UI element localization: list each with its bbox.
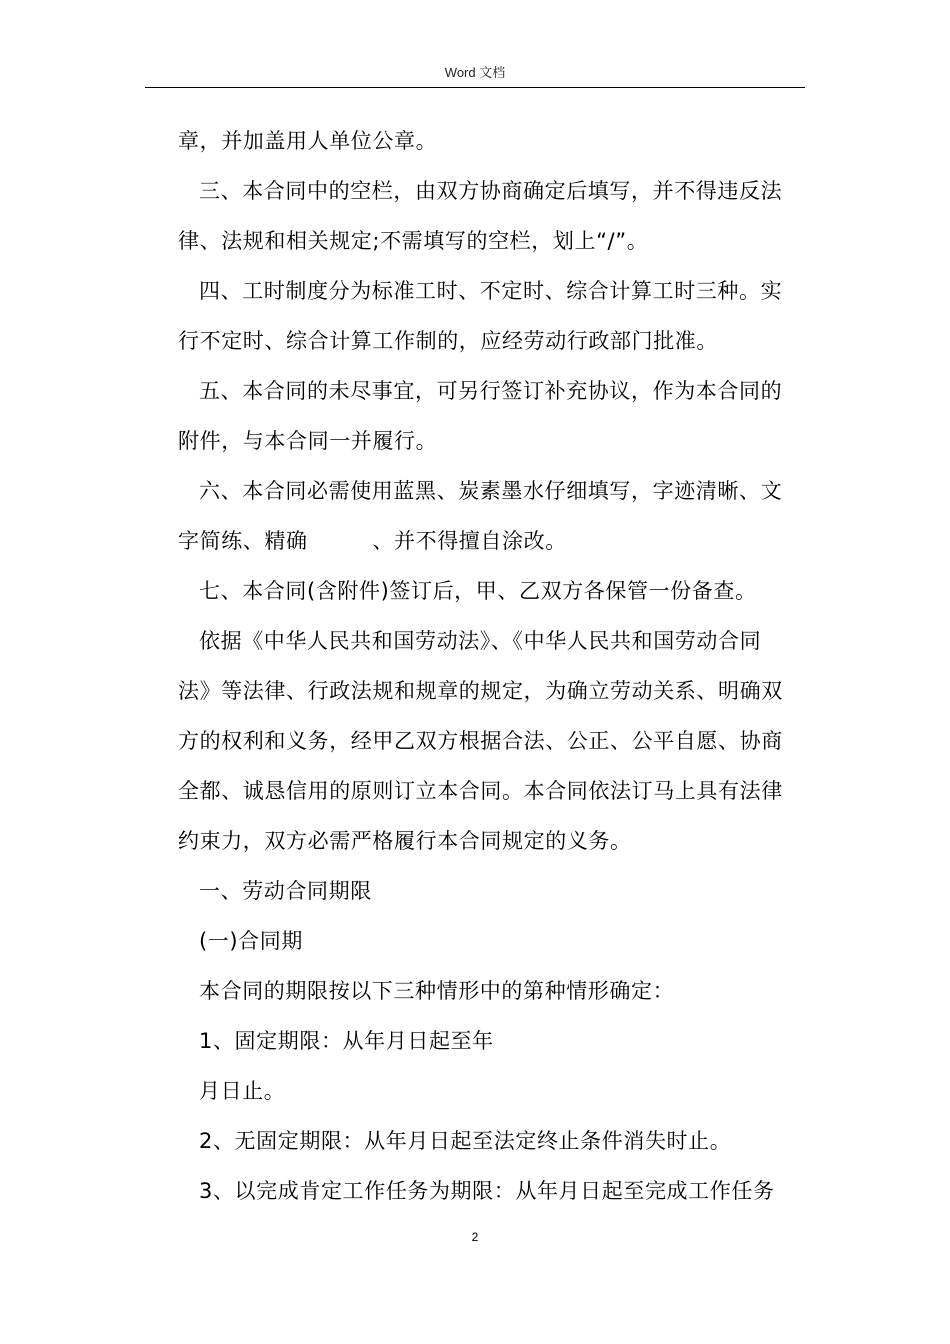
text-line: 字简练、精确 、并不得擅自涂改。 bbox=[178, 529, 567, 553]
text-line: 六、本合同必需使用蓝黑、炭素墨水仔细填写，字迹清晰、文 bbox=[199, 479, 783, 503]
text-line: 1、固定期限：从年月日起至年 bbox=[199, 1029, 494, 1053]
text-line: 五、本合同的未尽事宜，可另行签订补充协议，作为本合同的 bbox=[199, 379, 783, 403]
text-line: 附件，与本合同一并履行。 bbox=[178, 429, 438, 453]
page-header: Word 文档 bbox=[444, 65, 506, 80]
text-line: 三、本合同中的空栏，由双方协商确定后填写，并不得违反法 bbox=[199, 179, 783, 203]
text-line: 律、法规和相关规定;不需填写的空栏，划上“/”。 bbox=[178, 229, 649, 253]
text-line: 四、工时制度分为标准工时、不定时、综合计算工时三种。实 bbox=[199, 279, 783, 303]
text-line: 2、无固定期限：从年月日起至法定终止条件消失时止。 bbox=[199, 1129, 732, 1153]
section-heading: 一、劳动合同期限 bbox=[199, 879, 372, 903]
text-line: 全都、诚恳信用的原则订立本合同。本合同依法订马上具有法律 bbox=[178, 779, 783, 803]
page-number: 2 bbox=[471, 1230, 479, 1244]
text-line: 月日止。 bbox=[199, 1079, 286, 1103]
text-line: 依据《中华人民共和国劳动法》、《中华人民共和国劳动合同 bbox=[199, 629, 762, 653]
header-divider bbox=[145, 87, 805, 88]
text-line: 行不定时、综合计算工作制的，应经劳动行政部门批准。 bbox=[178, 329, 718, 353]
text-line: 章，并加盖用人单位公章。 bbox=[178, 129, 438, 153]
text-line: 七、本合同(含附件)签订后，甲、乙双方各保管一份备查。 bbox=[199, 579, 757, 603]
text-line: 法》等法律、行政法规和规章的规定，为确立劳动关系、明确双 bbox=[178, 679, 783, 703]
subsection-heading: (一)合同期 bbox=[199, 929, 303, 953]
text-line: 3、以完成肯定工作任务为期限：从年月日起至完成工作任务 bbox=[199, 1179, 775, 1203]
text-line: 本合同的期限按以下三种情形中的第种情形确定： bbox=[199, 979, 675, 1003]
text-line: 约束力，双方必需严格履行本合同规定的义务。 bbox=[178, 829, 632, 853]
text-line: 方的权利和义务，经甲乙双方根据合法、公正、公平自愿、协商 bbox=[178, 729, 783, 753]
